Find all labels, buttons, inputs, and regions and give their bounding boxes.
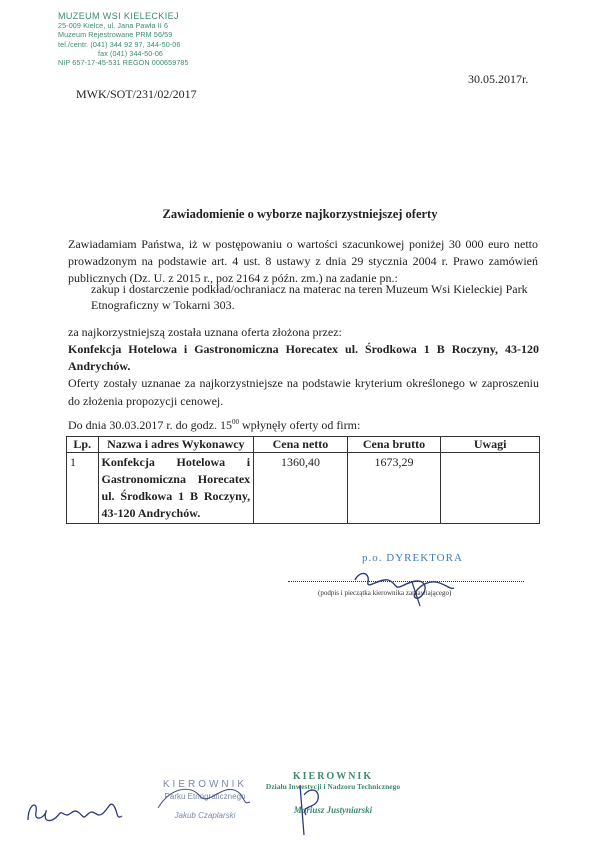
selection-basis: Oferty zostały uznanae za najkorzystniejsze na podstawie kryterium określonego w zaproszeniu do złożenia propozycji cenowej. bbox=[68, 376, 539, 408]
director-stamp: p.o. DYREKTORA bbox=[362, 552, 463, 564]
cell-notes bbox=[441, 453, 540, 524]
document-date: 30.05.2017r. bbox=[468, 72, 529, 86]
cell-lp: 1 bbox=[67, 453, 99, 524]
col-notes: Uwagi bbox=[441, 437, 540, 453]
institution-stamp bbox=[58, 12, 218, 67]
offers-intro-tail: wpłynęły oferty od firm: bbox=[239, 418, 361, 432]
cell-name: Konfekcja Hotelowa i Gastronomiczna Horecatex ul. Środkowa 1 B Roczyny, 43-120 Andrychów. bbox=[98, 453, 254, 524]
stamp-subtitle: Działu Inwestycji i Nadzoru Technicznego bbox=[265, 782, 401, 791]
offers-intro bbox=[68, 418, 360, 433]
park-manager-signature bbox=[150, 778, 260, 818]
offers-intro-text: Do dnia 30.03.2017 r. do godz. 15 bbox=[68, 418, 232, 432]
investment-manager-signature bbox=[280, 775, 360, 845]
stamp-subtitle: Parku Etnograficznego bbox=[164, 792, 246, 801]
stamp-line: Muzeum Rejestrowane PRM 56/59 bbox=[58, 30, 173, 40]
task-scope: zakup i dostarczenie podkład/ochraniacz na materac na teren Muzeum Wsi Kieleckiej Park Etnograficzny w Tokarni 303. bbox=[91, 282, 528, 312]
stamp-name: Mariusz Justyniarski bbox=[293, 805, 373, 815]
col-lp: Lp. bbox=[67, 437, 99, 453]
director-signature bbox=[350, 560, 460, 610]
table-header-row bbox=[67, 437, 540, 453]
signature-line bbox=[288, 573, 524, 582]
signature-caption: (podpis i pieczątka kierownika zamawiającego) bbox=[318, 589, 452, 597]
winner-name: Konfekcja Hotelowa i Gastronomiczna Horecatex ul. Środkowa 1 B Roczyny, 43-120 Andrychów. bbox=[68, 342, 539, 373]
table-row bbox=[67, 453, 540, 524]
stamp-title: KIEROWNIK bbox=[162, 779, 248, 790]
stamp-line: tel./centr. (041) 344 92 97, 344-50-06 bbox=[58, 39, 181, 49]
intro-paragraph: Zawiadamiam Państwa, iż w postępowaniu o wartości szacunkowej poniżej 30 000 euro netto prowadzonym na podstawie art. 4 ust. 8 ustawy z dnia 29 stycznia 2004 r. Prawo zamówień publicznych (Dz. U. z 2015 r., poz 2164 z późn. zm.) na zadanie pn.: bbox=[68, 237, 538, 285]
stamp-name: Jakub Czaplarski bbox=[174, 811, 236, 820]
initials-signature bbox=[22, 790, 127, 835]
document-title: Zawiadomienie o wyborze najkorzystniejszej oferty bbox=[162, 207, 438, 221]
stamp-line: fax (041) 344-50-06 bbox=[98, 48, 164, 58]
offers-intro-superscript: 00 bbox=[232, 418, 239, 426]
cell-brutto: 1673,29 bbox=[347, 453, 441, 524]
col-brutto: Cena brutto bbox=[347, 437, 441, 453]
col-netto: Cena netto bbox=[254, 437, 348, 453]
cell-netto: 1360,40 bbox=[254, 453, 348, 524]
stamp-line: NIP 657-17-45-531 REGON 000659785 bbox=[58, 58, 189, 68]
col-name: Nazwa i adres Wykonawcy bbox=[98, 437, 254, 453]
stamp-title: KIEROWNIK bbox=[292, 771, 374, 782]
reference-number: MWK/SOT/231/02/2017 bbox=[76, 87, 197, 101]
stamp-line: 25-009 Kielce, ul. Jana Pawła II 6 bbox=[58, 21, 169, 31]
offers-table bbox=[66, 436, 540, 524]
winner-intro: za najkorzystniejszą została uznana oferta złożona przez: bbox=[68, 325, 342, 339]
stamp-line: MUZEUM WSI KIELECKIEJ bbox=[58, 11, 179, 21]
